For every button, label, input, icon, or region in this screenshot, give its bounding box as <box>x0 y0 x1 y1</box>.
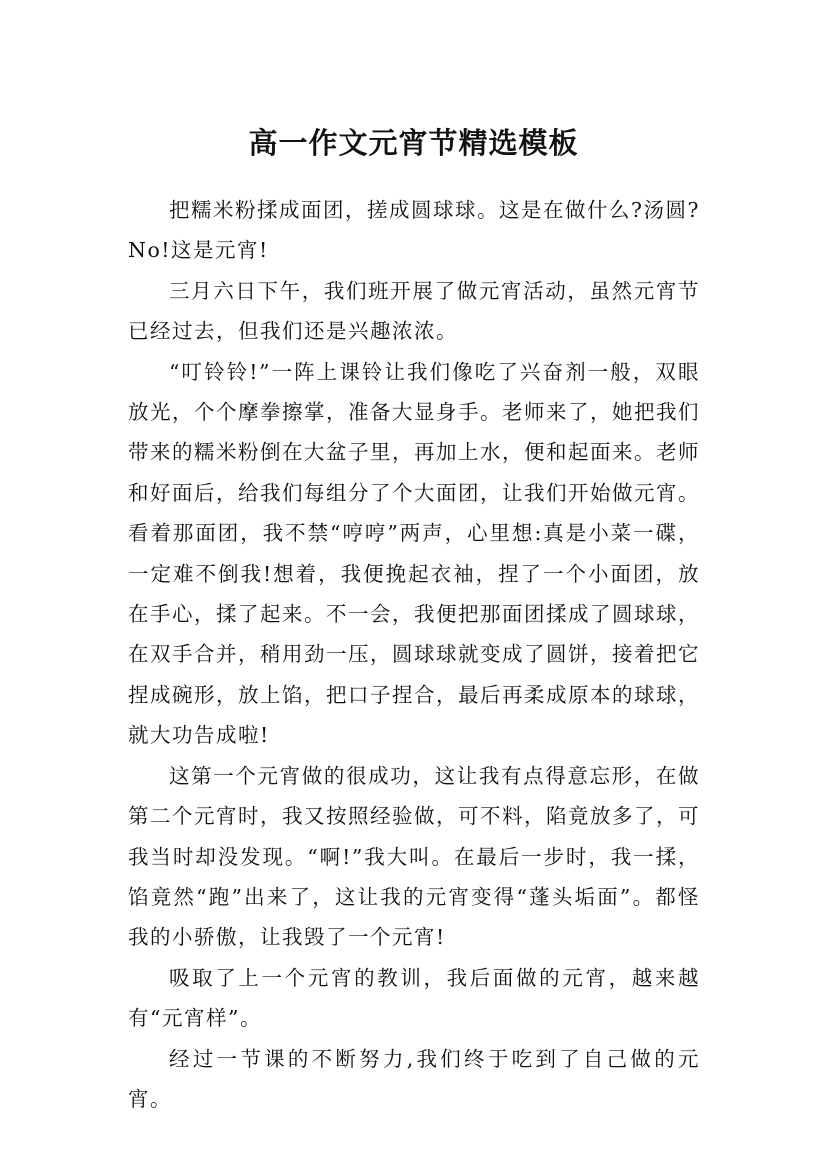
paragraph: 经过一节课的不断努力,我们终于吃到了自己做的元宵。 <box>128 1046 700 1111</box>
paragraph: “叮铃铃!”一阵上课铃让我们像吃了兴奋剂一般，双眼放光，个个摩拳擦掌，准备大显身手。老师来了，她把我们带来的糯米粉倒在大盆子里，再加上水，便和起面来。老师和好面后，给我们每组分了个大面团，让我们开始做元宵。看着那面团，我不禁“哼哼”两声，心里想:真是小菜一碟，一定难不倒我!想着，我便挽起衣袖，捏了一个小面团，放在手心，揉了起来。不一会，我便把那面团揉成了圆球球，在双手合并，稍用劲一压，圆球球就变成了圆饼，接着把它捏成碗形，放上馅，把口子捏合，最后再柔成原本的球球，就大功告成啦! <box>128 359 700 748</box>
document-body <box>128 190 700 1119</box>
document-title: 高一作文元宵节精选模板 <box>248 126 579 161</box>
paragraph: 这第一个元宵做的很成功，这让我有点得意忘形，在做第二个元宵时，我又按照经验做，可不料，陷竟放多了，可我当时却没发现。“啊!”我大叫。在最后一步时，我一揉，馅竟然“跑”出来了，这让我的元宵变得“蓬头垢面”。都怪我的小骄傲，让我毁了一个元宵! <box>128 763 700 950</box>
paragraph: 三月六日下午，我们班开展了做元宵活动，虽然元宵节已经过去，但我们还是兴趣浓浓。 <box>128 278 700 344</box>
paragraph: 把糯米粉揉成面团，搓成圆球球。这是在做什么?汤圆?No!这是元宵! <box>128 198 700 263</box>
paragraph: 吸取了上一个元宵的教训，我后面做的元宵，越来越有“元宵样”。 <box>128 965 700 1031</box>
